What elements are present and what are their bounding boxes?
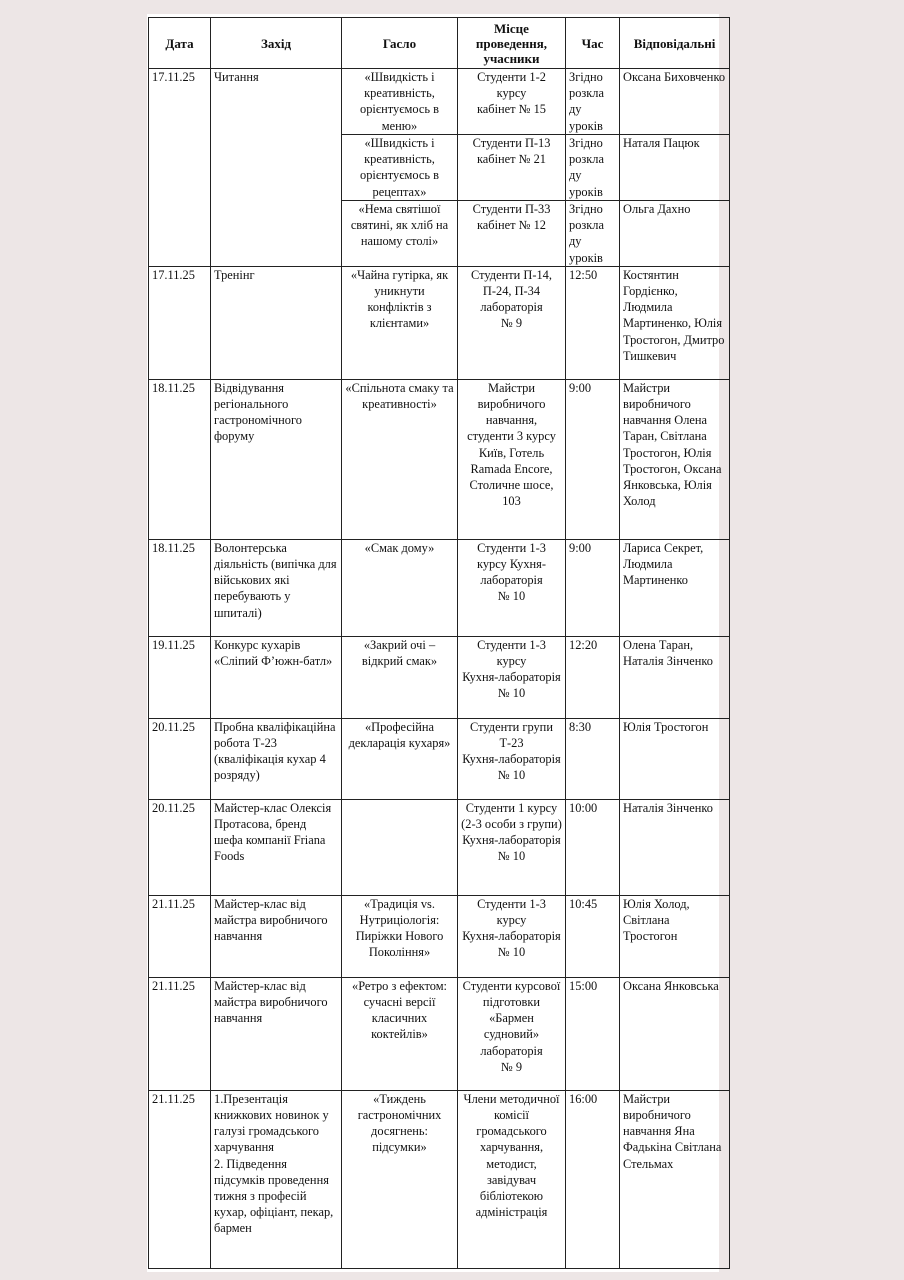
cell-place: Студенти П-14, П-24, П-34 лабораторія № 9 <box>458 266 566 379</box>
cell-slogan: «Закрий очі – відкрий смак» <box>342 636 458 718</box>
cell-date: 17.11.25 <box>149 69 211 267</box>
cell-time: 15:00 <box>566 977 620 1090</box>
cell-time: 16:00 <box>566 1090 620 1268</box>
header-time: Час <box>566 18 620 69</box>
header-place: Місце проведення, учасники <box>458 18 566 69</box>
cell-responsible: Костянтин Гордієнко, Людмила Мартиненко, Юлія Тростогон, Дмитро Тишкевич <box>620 266 730 379</box>
cell-responsible: Лариса Секрет, Людмила Мартиненко <box>620 539 730 636</box>
header-event: Захід <box>211 18 342 69</box>
cell-event: Тренінг <box>211 266 342 379</box>
cell-event: Відвідування регіонального гастрономічного форуму <box>211 379 342 539</box>
table-row <box>149 379 730 539</box>
cell-time: 12:50 <box>566 266 620 379</box>
cell-slogan: «Професійна декларація кухаря» <box>342 718 458 799</box>
cell-event: Читання <box>211 69 342 267</box>
cell-event: Майстер-клас від майстра виробничого навчання <box>211 977 342 1090</box>
cell-slogan: «Нема святішої святині, як хліб на нашому столі» <box>342 201 458 267</box>
header-date: Дата <box>149 18 211 69</box>
cell-event: Майстер-клас від майстра виробничого навчання <box>211 895 342 977</box>
table-row <box>149 539 730 636</box>
cell-slogan: «Спільнота смаку та креативності» <box>342 379 458 539</box>
cell-responsible: Олена Таран, Наталія Зінченко <box>620 636 730 718</box>
cell-date: 18.11.25 <box>149 539 211 636</box>
cell-time: Згідно розкла ду уроків <box>566 135 620 201</box>
cell-time: 9:00 <box>566 539 620 636</box>
table-row <box>149 69 730 135</box>
table-row <box>149 895 730 977</box>
cell-slogan: «Чайна гутірка, як уникнути конфліктів з клієнтами» <box>342 266 458 379</box>
cell-time: Згідно розкла ду уроків <box>566 69 620 135</box>
table-row <box>149 799 730 895</box>
cell-place: Студенти 1-2 курсу кабінет № 15 <box>458 69 566 135</box>
cell-place: Студенти групи Т-23 Кухня-лабораторія № 10 <box>458 718 566 799</box>
cell-slogan: «Тиждень гастрономічних досягнень: підсумки» <box>342 1090 458 1268</box>
cell-date: 21.11.25 <box>149 977 211 1090</box>
header-slogan: Гасло <box>342 18 458 69</box>
cell-responsible: Ольга Дахно <box>620 201 730 267</box>
cell-event: Конкурс кухарів «Сліпий Ф’южн-батл» <box>211 636 342 718</box>
header-responsible: Відповідальні <box>620 18 730 69</box>
cell-date: 20.11.25 <box>149 799 211 895</box>
cell-time: 10:45 <box>566 895 620 977</box>
cell-slogan: «Смак дому» <box>342 539 458 636</box>
cell-time: 8:30 <box>566 718 620 799</box>
cell-slogan: «Традиція vs. Нутриціологія: Пиріжки Нового Покоління» <box>342 895 458 977</box>
cell-event: 1.Презентація книжкових новинок у галузі громадського харчування 2. Підведення підсумків проведення тижня з професій кухар, офіціант, пекар, бармен <box>211 1090 342 1268</box>
cell-place: Студенти 1-3 курсу Кухня-лабораторія № 10 <box>458 539 566 636</box>
cell-time: Згідно розкла ду уроків <box>566 201 620 267</box>
cell-place: Студенти 1-3 курсу Кухня-лабораторія № 10 <box>458 636 566 718</box>
cell-place: Студенти П-13 кабінет № 21 <box>458 135 566 201</box>
cell-date: 18.11.25 <box>149 379 211 539</box>
cell-date: 17.11.25 <box>149 266 211 379</box>
cell-event: Волонтерська діяльність (випічка для військових які перебувають у шпиталі) <box>211 539 342 636</box>
schedule-table <box>148 17 730 1269</box>
cell-responsible: Оксана Биховченко <box>620 69 730 135</box>
cell-place: Студенти курсової підготовки «Бармен судновий» лабораторія № 9 <box>458 977 566 1090</box>
cell-slogan: «Ретро з ефектом: сучасні версії класичних коктейлів» <box>342 977 458 1090</box>
table-row <box>149 636 730 718</box>
cell-responsible: Оксана Янковська <box>620 977 730 1090</box>
cell-responsible: Юлія Холод, Світлана Тростогон <box>620 895 730 977</box>
cell-date: 20.11.25 <box>149 718 211 799</box>
cell-date: 21.11.25 <box>149 1090 211 1268</box>
cell-event: Пробна кваліфікаційна робота Т-23 (кваліфікація кухар 4 розряду) <box>211 718 342 799</box>
cell-date: 21.11.25 <box>149 895 211 977</box>
cell-place: Студенти 1-3 курсу Кухня-лабораторія № 10 <box>458 895 566 977</box>
table-row <box>149 977 730 1090</box>
cell-place: Студенти П-33 кабінет № 12 <box>458 201 566 267</box>
header-row <box>149 18 730 69</box>
cell-date: 19.11.25 <box>149 636 211 718</box>
cell-event: Майстер-клас Олексія Протасова, бренд шефа компанії Friana Foods <box>211 799 342 895</box>
cell-time: 10:00 <box>566 799 620 895</box>
table-row <box>149 718 730 799</box>
cell-place: Студенти 1 курсу (2-3 особи з групи) Кухня-лабораторія № 10 <box>458 799 566 895</box>
cell-time: 12:20 <box>566 636 620 718</box>
cell-slogan: «Швидкість і креативність, орієнтуємось в рецептах» <box>342 135 458 201</box>
cell-place: Майстри виробничого навчання, студенти 3 курсу Київ, Готель Ramada Encore, Столичне шосе, 103 <box>458 379 566 539</box>
cell-time: 9:00 <box>566 379 620 539</box>
cell-slogan: «Швидкість і креативність, орієнтуємось в меню» <box>342 69 458 135</box>
cell-slogan <box>342 799 458 895</box>
cell-responsible: Наталя Пацюк <box>620 135 730 201</box>
cell-responsible: Наталія Зінченко <box>620 799 730 895</box>
table-row <box>149 1090 730 1268</box>
cell-place: Члени методичної комісії громадського харчування, методист, завідувач бібліотекою адміністрація <box>458 1090 566 1268</box>
table-row <box>149 266 730 379</box>
cell-responsible: Юлія Тростогон <box>620 718 730 799</box>
cell-responsible: Майстри виробничого навчання Олена Таран, Світлана Тростогон, Юлія Тростогон, Оксана Янковська, Юлія Холод <box>620 379 730 539</box>
cell-responsible: Майстри виробничого навчання Яна Фадькіна Світлана Стельмах <box>620 1090 730 1268</box>
